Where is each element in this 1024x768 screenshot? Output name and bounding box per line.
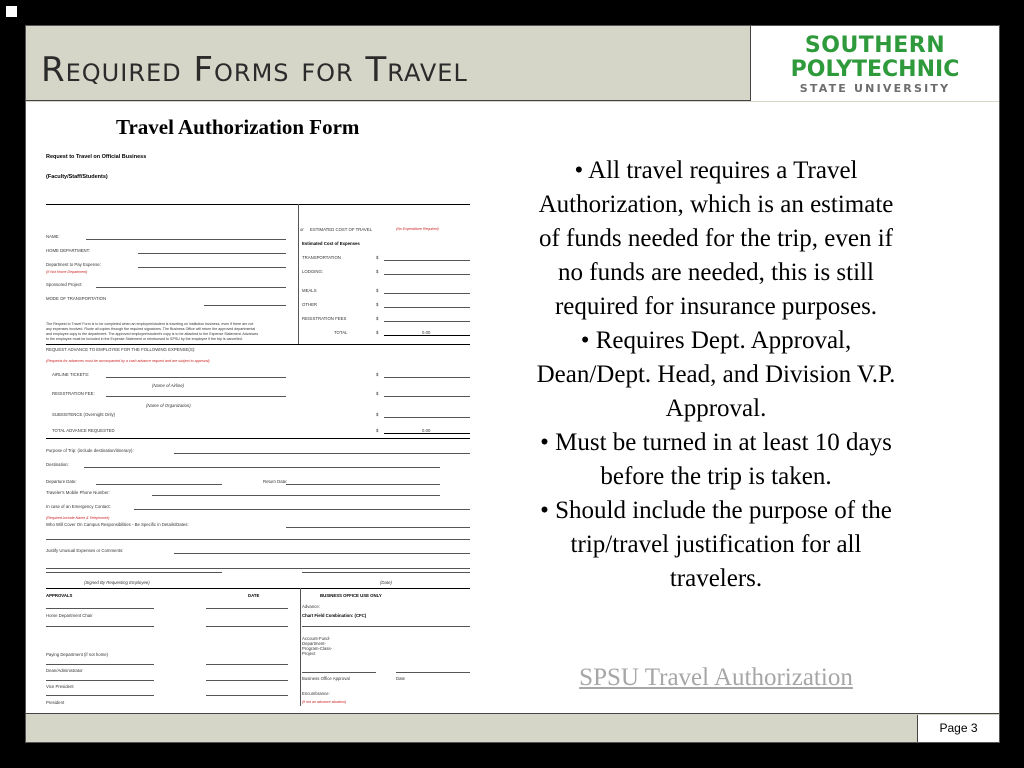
form-divider xyxy=(298,204,299,344)
departure-date-label: Departure Date: xyxy=(46,479,77,484)
bullet-item: • All travel requires a Travel Authorization, which is an estimate of funds needed for the trip, even if no funds are needed, this is still required for insurance purposes. xyxy=(538,157,894,320)
form-line xyxy=(134,509,470,510)
department-label: Department- xyxy=(302,641,326,646)
form-heading-2: (Faculty/Staff/Students) xyxy=(46,174,108,180)
bullet-list xyxy=(536,154,896,596)
form-divider xyxy=(300,588,301,706)
form-line xyxy=(384,293,470,294)
business-office-approval-label: Business Office Approval xyxy=(302,676,350,681)
bullet-item: • Should include the purpose of the trip/travel justification for all travelers. xyxy=(540,497,892,592)
registration-fee-label: REGISTRATION FEE: xyxy=(52,391,95,396)
form-line xyxy=(96,287,286,288)
purpose-label: Purpose of Trip: (include destination/itinerary): xyxy=(46,448,134,453)
form-line xyxy=(302,672,376,673)
form-line xyxy=(286,484,440,485)
form-heading-1: Request to Travel on Official Business xyxy=(46,154,147,160)
form-line xyxy=(46,680,154,681)
disclaimer-line-2: any expenses involved. Route all copies through the required signatures. The Business Office will return the approved departmental xyxy=(46,327,256,331)
disclaimer-line-4: to the employee must be included in the Expense Statement or reimbursed to SPSU by the employee if the trip is cancelled. xyxy=(46,337,243,341)
slide-title: Required Forms for Travel xyxy=(41,50,468,90)
dollar-sign: $ xyxy=(376,302,379,307)
form-line xyxy=(46,626,154,627)
transportation-label: TRANSPORTATION xyxy=(302,255,341,260)
meals-label: MEALS xyxy=(302,288,317,293)
date-note: (Date) xyxy=(380,580,392,585)
dollar-sign: $ xyxy=(376,316,379,321)
mode-of-transportation-label: MODE OF TRANSPORTATION xyxy=(46,296,107,301)
slide-header xyxy=(26,26,999,101)
dollar-sign: $ xyxy=(376,330,379,335)
if-not-home-note: (If Not Home Department) xyxy=(46,270,88,274)
date-label: Date xyxy=(396,676,406,681)
name-label: NAME: xyxy=(46,234,60,239)
form-line xyxy=(138,253,286,254)
form-line xyxy=(46,608,154,609)
total-advance-value: 0.00 xyxy=(422,428,431,433)
travel-authorization-link[interactable]: SPSU Travel Authorization xyxy=(579,664,853,691)
form-line xyxy=(174,553,470,554)
form-line xyxy=(46,572,222,573)
logo-line-1: SOUTHERN xyxy=(804,33,946,58)
if-not-advance-note: (if not an advance situation) xyxy=(302,700,347,704)
form-line xyxy=(46,539,470,540)
window-label xyxy=(6,6,20,20)
or-label: or xyxy=(300,227,304,232)
program-class-label: Program-Class- xyxy=(302,646,333,651)
home-dept-chair-label: Home Department Chair xyxy=(46,613,93,618)
form-line xyxy=(396,672,470,673)
form-line xyxy=(206,608,288,609)
form-line xyxy=(46,664,154,665)
logo-line-2: POLYTECHNIC xyxy=(790,57,960,82)
lodging-label: LODGING: xyxy=(302,269,324,274)
subsistence-label: SUBSISTENCE (Overnight Only) xyxy=(52,412,116,417)
form-line xyxy=(384,321,470,322)
form-line xyxy=(384,433,470,434)
business-office-label: BUSINESS OFFICE USE ONLY xyxy=(320,593,382,598)
form-title: Travel Authorization Form xyxy=(116,115,360,139)
form-line xyxy=(206,695,288,696)
dollar-sign: $ xyxy=(376,288,379,293)
president-label: President xyxy=(46,700,65,705)
dollar-sign: $ xyxy=(376,412,379,417)
form-line xyxy=(106,377,286,378)
mobile-phone-label: Traveler's Mobile Phone Number: xyxy=(46,490,110,495)
dollar-sign: $ xyxy=(376,428,379,433)
paying-dept-label: Paying Department (if not home) xyxy=(46,652,109,657)
total-label: TOTAL xyxy=(334,330,348,335)
window-icon xyxy=(6,6,17,17)
name-of-org-note: (Name of Organization) xyxy=(146,403,191,408)
form-line xyxy=(138,267,286,268)
date-column-label: DATE xyxy=(248,593,260,598)
form-line xyxy=(286,527,470,528)
estimated-cost-label: ESTIMATED COST OF TRAVEL xyxy=(310,227,372,232)
logo-line-3: STATE UNIVERSITY xyxy=(799,82,951,95)
form-line xyxy=(96,484,222,485)
form-line xyxy=(384,274,470,275)
slide xyxy=(25,25,1000,743)
form-line xyxy=(302,572,470,573)
form-line xyxy=(46,568,470,569)
form-divider xyxy=(46,344,470,345)
dept-to-pay-label: Department to Pay Expense: xyxy=(46,262,101,267)
form-line xyxy=(206,680,288,681)
destination-label: Destination: xyxy=(46,462,69,467)
project-label: Project xyxy=(302,651,316,656)
form-line xyxy=(384,335,470,336)
advance-note: (Requests for advances must be accompanied by a cash advance request and are subject to approval) xyxy=(46,359,210,363)
form-line xyxy=(86,239,286,240)
form-divider xyxy=(46,438,470,439)
total-value: 0.00 xyxy=(422,330,431,335)
page-number: Page 3 xyxy=(917,715,999,742)
slide-content xyxy=(26,102,999,714)
advance-label: Advance: xyxy=(302,604,320,609)
dean-label: Dean/Administrator xyxy=(46,668,83,673)
approvals-label: APPROVALS xyxy=(46,593,73,598)
form-line xyxy=(384,417,470,418)
form-line xyxy=(206,626,288,627)
form-line xyxy=(302,626,470,627)
account-fund-label: Account-Fund- xyxy=(302,636,331,641)
dollar-sign: $ xyxy=(376,269,379,274)
other-label: OTHER xyxy=(302,302,318,307)
form-line xyxy=(152,495,440,496)
form-line xyxy=(174,453,470,454)
registration-fees-label: REGISTRATION FEES xyxy=(302,316,347,321)
total-advance-label: TOTAL ADVANCE REQUESTED xyxy=(52,428,115,433)
form-line xyxy=(106,396,286,397)
form-line xyxy=(384,396,470,397)
no-expenditure-note: (No Expenditure Required) xyxy=(396,227,439,231)
travel-authorization-form-image xyxy=(46,152,472,707)
required-note: (Required-Include Name & Telephone#) xyxy=(46,516,110,520)
bullet-item: • Requires Dept. Approval, Dean/Dept. Head, and Division V.P. Approval. xyxy=(536,327,896,422)
form-line xyxy=(46,695,154,696)
form-line xyxy=(384,260,470,261)
advance-heading: REQUEST ADVANCE TO EMPLOYEE FOR THE FOLLOWING EXPENSE(S): xyxy=(46,347,196,352)
vice-president-label: Vice President xyxy=(46,684,74,689)
dollar-sign: $ xyxy=(376,391,379,396)
justify-label: Justify Unusual Expenses or Comments: xyxy=(46,548,124,553)
return-date-label: Return Date: xyxy=(263,479,288,484)
dollar-sign: $ xyxy=(376,255,379,260)
signed-by-note: (Signed By Requesting Employee) xyxy=(84,580,150,585)
form-line xyxy=(206,664,288,665)
university-logo xyxy=(750,26,999,101)
encumbrance-label: Encumbrance: xyxy=(302,691,330,696)
form-line xyxy=(204,305,286,306)
sponsored-project-label: Sponsored Project: xyxy=(46,282,83,287)
estimated-cost-heading: Estimated Cost of Expenses xyxy=(302,241,360,246)
home-department-label: HOME DEPARTMENT: xyxy=(46,248,91,253)
airline-tickets-label: AIRLINE TICKETS: xyxy=(52,372,90,377)
form-line xyxy=(384,307,470,308)
form-divider xyxy=(46,588,470,589)
bullet-item: • Must be turned in at least 10 days before the trip is taken. xyxy=(540,429,892,490)
form-line xyxy=(84,467,440,468)
disclaimer-line-1: The Request to Travel Form is to be completed when an employee/student is traveling on institution business, even if there are not xyxy=(46,322,254,326)
who-covers-label: Who Will Cover On Campus Responsibilities - Be Specific in Details/Dates: xyxy=(46,522,189,527)
name-of-airline-note: (Name of Airline) xyxy=(152,383,185,388)
emergency-contact-label: In case of an Emergency Contact: xyxy=(46,504,111,509)
disclaimer-line-3: and employee copy to the department. The approved employee/student's copy is to be attached to the Expense Statement. Advances xyxy=(46,332,259,336)
dollar-sign: $ xyxy=(376,372,379,377)
form-line xyxy=(384,377,470,378)
chart-field-label: Chart Field Combination: (CFC) xyxy=(302,613,367,618)
form-divider xyxy=(46,204,470,205)
